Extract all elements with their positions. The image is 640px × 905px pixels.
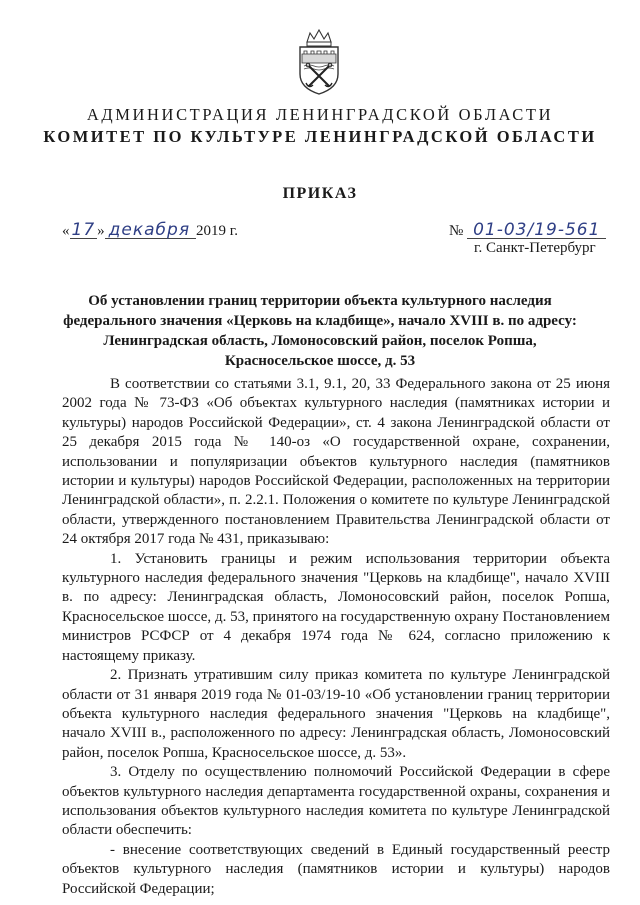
order-body (62, 375, 610, 899)
item-2-paragraph: 2. Признать утратившим силу приказ комитета по культуре Ленинградской области от 31 января 2019 года № 01-03/19-10 «Об установлении границ территории объекта культурного наследия федерального значения "Церковь на кладбище", начало XVIII в., расположенного по адресу: Ленинградская область, Ломоносовский район, поселок Ропша, Красносельское шоссе, д. 53». (62, 667, 610, 761)
item-3-subitem-1-paragraph: - внесение соответствующих сведений в Единый государственный реестр объектов культурного наследия (памятников истории и культуры) народов Российской Федерации; (62, 841, 610, 897)
handwritten-month: декабря (105, 222, 196, 239)
preamble-paragraph: В соответствии со статьями 3.1, 9.1, 20, 33 Федерального закона от 25 июня 2002 года № 73-ФЗ «Об объектах культурного наследия (памятниках истории и культуры) народов Российской Федерации», ст. 4 закона Ленинградской области от 25 декабря 2015 года № 140-оз «О государственной охране, сохранении, использовании и популяризации объектов культурного наследия (памятников истории и культуры) народов Российской Федерации, расположенных на территории Ленинградской области», п. 2.2.1. Положения о комитете по культуре Ленинградской области, утвержденного постановлением Правительства Ленинградской области от 24 октября 2017 года № 431, приказываю: (62, 376, 610, 548)
date-quote-open: « (62, 223, 70, 239)
leningrad-oblast-coat-of-arms-icon (296, 28, 342, 96)
administration-heading: АДМИНИСТРАЦИЯ ЛЕНИНГРАДСКОЙ ОБЛАСТИ (86, 105, 554, 124)
item-3-paragraph: 3. Отделу по осуществлению полномочий Российской Федерации в сфере объектов культурного наследия департамента государственной охраны, сохранения и использования объектов культурного наследия комитета по культуре Ленинградской области обеспечить: (62, 764, 610, 839)
handwritten-order-number: 01-03/19-561 (467, 222, 606, 239)
order-date (62, 222, 238, 240)
order-subject: Об установлении границ территории объекта культурного наследия федерального значения «Церковь на кладбище», начало XVIII в. по адресу: Ленинградская область, Ломоносовский район, поселок Ропша, Красносельское шоссе, д. 53 (63, 293, 577, 369)
handwritten-day: 17 (71, 220, 96, 240)
order-number (449, 222, 606, 240)
committee-heading: КОМИТЕТ ПО КУЛЬТУРЕ ЛЕНИНГРАДСКОЙ ОБЛАСТИ (43, 127, 597, 146)
number-prefix: № (449, 223, 464, 239)
order-title: ПРИКАЗ (282, 185, 358, 202)
order-city: г. Санкт-Петербург (474, 240, 596, 256)
item-1-paragraph: 1. Установить границы и режим использования территории объекта культурного наследия федерального значения "Церковь на кладбище", начало XVIII в. по адресу: Ленинградская область, Ломоносовский район, поселок Ропша, Красносельское шоссе, д. 53, принятого на государственную охрану Постановлением министров РСФСР от 4 декабря 1974 года № 624, согласно приложению к настоящему приказу. (62, 550, 610, 664)
date-year: 2019 г. (196, 223, 239, 239)
date-quote-close: » (97, 223, 105, 239)
